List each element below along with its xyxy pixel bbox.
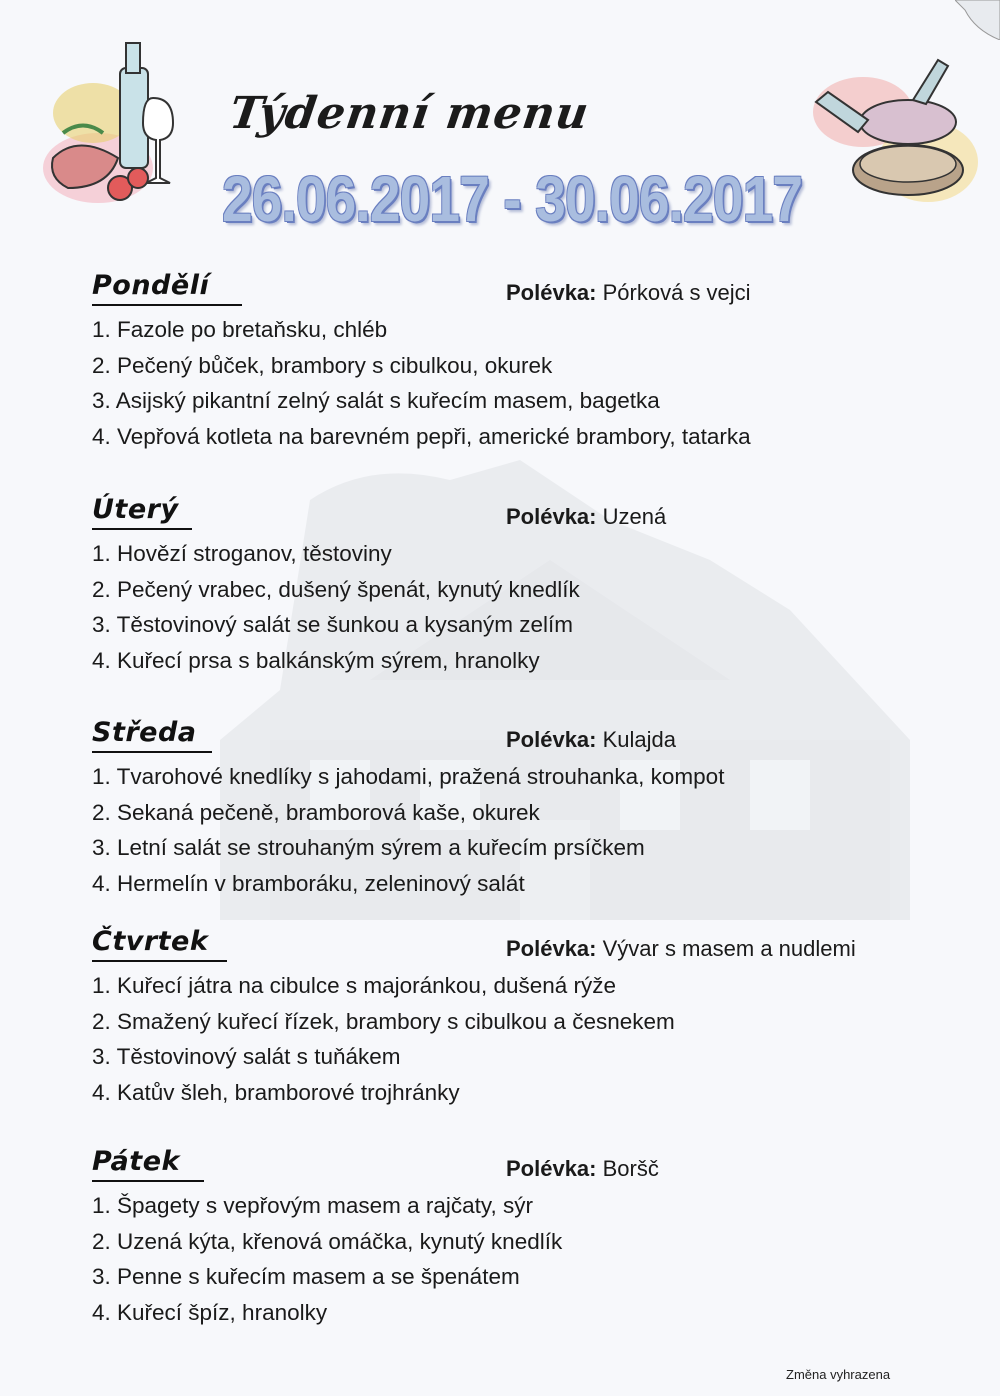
dish-item: 4. Katův šleh, bramborové trojhránky bbox=[92, 1079, 460, 1105]
day-name: Středa bbox=[92, 717, 197, 748]
day-underline bbox=[92, 1180, 204, 1182]
soup-name: Boršč bbox=[602, 1156, 659, 1181]
day-underline bbox=[92, 751, 212, 753]
soup-line bbox=[506, 727, 676, 753]
soup-name: Vývar s masem a nudlemi bbox=[602, 936, 856, 961]
dish-list bbox=[92, 312, 751, 454]
soup-name: Kulajda bbox=[602, 727, 677, 752]
soup-name: Uzená bbox=[602, 504, 667, 529]
soup-label: Polévka: bbox=[506, 280, 597, 305]
day-underline bbox=[92, 960, 227, 962]
dish-item: 1. Fazole po bretaňsku, chléb bbox=[92, 317, 388, 342]
soup-label: Polévka: bbox=[506, 504, 597, 529]
dish-list bbox=[92, 1188, 562, 1330]
dish-item: 2. Pečený bůček, brambory s cibulkou, okurek bbox=[92, 352, 553, 378]
day-name: Úterý bbox=[92, 494, 179, 525]
day-underline bbox=[92, 304, 242, 306]
dish-list bbox=[92, 968, 675, 1110]
soup-line bbox=[506, 504, 666, 530]
dish-item: 1. Tvarohové knedlíky s jahodami, pražená strouhanka, kompot bbox=[92, 764, 725, 789]
date-range: 26.06.2017 - 30.06.2017 bbox=[222, 163, 803, 235]
soup-label: Polévka: bbox=[506, 1156, 597, 1181]
dish-item: 2. Pečený vrabec, dušený špenát, kynutý knedlík bbox=[92, 576, 580, 602]
dish-list bbox=[92, 759, 724, 901]
dish-item: 4. Hermelín v bramboráku, zeleninový salát bbox=[92, 870, 525, 896]
cooking-pans-icon bbox=[808, 52, 978, 212]
wine-and-food-icon bbox=[38, 38, 188, 218]
day-name: Pondělí bbox=[92, 270, 210, 301]
day-name: Pátek bbox=[92, 1146, 180, 1177]
soup-label: Polévka: bbox=[506, 936, 597, 961]
soup-line bbox=[506, 936, 856, 962]
day-underline bbox=[92, 528, 192, 530]
dish-item: 2. Smažený kuřecí řízek, brambory s cibulkou a česnekem bbox=[92, 1008, 675, 1034]
dish-item: 2. Uzená kýta, křenová omáčka, kynutý knedlík bbox=[92, 1228, 563, 1254]
dish-item: 1. Hovězí stroganov, těstoviny bbox=[92, 541, 392, 566]
dish-item: 3. Letní salát se strouhaným sýrem a kuřecím prsíčkem bbox=[92, 835, 645, 860]
soup-line bbox=[506, 280, 751, 306]
soup-label: Polévka: bbox=[506, 727, 597, 752]
dish-item: 4. Kuřecí špíz, hranolky bbox=[92, 1299, 328, 1325]
page-corner-curl bbox=[955, 0, 1000, 40]
soup-line bbox=[506, 1156, 659, 1182]
footer-note: Změna vyhrazena bbox=[786, 1367, 891, 1382]
menu-title: Týdenní menu bbox=[226, 88, 593, 139]
dish-item: 1. Kuřecí játra na cibulce s majoránkou, dušená rýže bbox=[92, 973, 617, 998]
dish-item: 3. Asijský pikantní zelný salát s kuřecím masem, bagetka bbox=[92, 388, 660, 413]
dish-item: 3. Penne s kuřecím masem a se špenátem bbox=[92, 1264, 520, 1289]
dish-item: 1. Špagety s vepřovým masem a rajčaty, sýr bbox=[92, 1193, 533, 1218]
day-name: Čtvrtek bbox=[92, 926, 209, 957]
dish-item: 3. Těstovinový salát se šunkou a kysaným zelím bbox=[92, 612, 574, 637]
dish-list bbox=[92, 536, 580, 678]
dish-item: 2. Sekaná pečeně, bramborová kaše, okurek bbox=[92, 799, 540, 825]
dish-item: 4. Vepřová kotleta na barevném pepři, americké brambory, tatarka bbox=[92, 423, 751, 449]
dish-item: 4. Kuřecí prsa s balkánským sýrem, hranolky bbox=[92, 647, 540, 673]
dish-item: 3. Těstovinový salát s tuňákem bbox=[92, 1044, 401, 1069]
soup-name: Pórková s vejci bbox=[602, 280, 751, 305]
